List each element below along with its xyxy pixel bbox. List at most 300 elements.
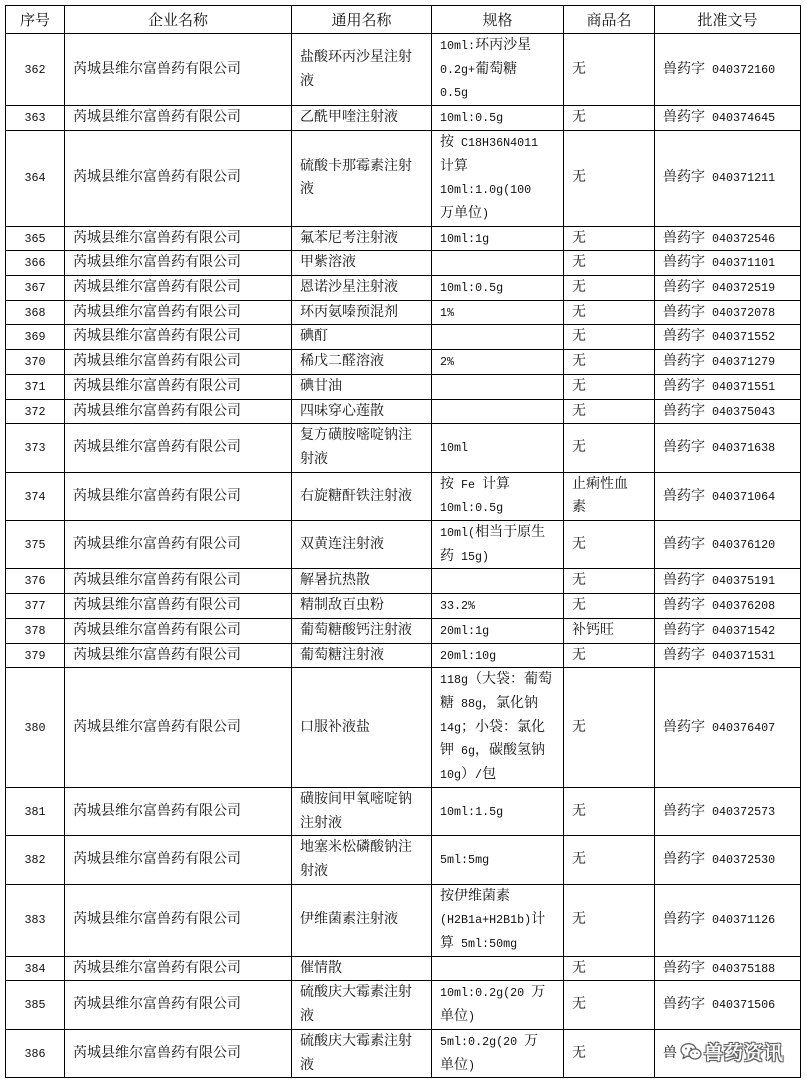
- cell-spec-text: 按 C18H36N4011 计算 10ml:1.0g(100 万单位): [440, 134, 539, 221]
- cell-index-text: 386: [24, 1046, 46, 1061]
- cell-trade-name-text: 无: [572, 280, 586, 296]
- cell-approval-no-text: 兽药字 040371506: [663, 997, 776, 1013]
- table-row: [6, 350, 801, 375]
- table-row: [6, 251, 801, 276]
- cell-spec-text: 10ml(相当于原生 药 15g): [440, 525, 546, 564]
- cell-generic-name-text: 四味穿心莲散: [300, 403, 384, 419]
- cell-spec-text: 10ml:0.5g: [440, 111, 504, 126]
- cell-company: [65, 643, 292, 668]
- cell-trade-name-text: 无: [572, 61, 586, 77]
- cell-approval-no-text: 兽药字 040376208: [663, 598, 776, 614]
- cell-spec-text: 33.2%: [440, 599, 476, 614]
- cell-approval-no-text: 兽药字 040372078: [663, 304, 776, 320]
- cell-company-text: 芮城县维尔富兽药有限公司: [73, 170, 241, 186]
- cell-spec: [432, 399, 564, 424]
- cell-generic-name-text: 硫酸庆大霉素注射 液: [300, 985, 412, 1025]
- cell-company-text: 芮城县维尔富兽药有限公司: [73, 647, 241, 663]
- cell-spec-text: 10ml:0.2g(20 万 单位): [440, 985, 546, 1025]
- cell-company-text: 芮城县维尔富兽药有限公司: [73, 960, 241, 976]
- cell-spec: [432, 569, 564, 594]
- cell-trade-name-text: 无: [572, 803, 586, 819]
- cell-generic-name-text: 乙酰甲喹注射液: [300, 110, 398, 126]
- cell-index: [6, 34, 65, 106]
- cell-approval-no: [655, 618, 801, 643]
- cell-company: [65, 787, 292, 835]
- cell-generic-name: [292, 643, 432, 668]
- cell-company: [65, 668, 292, 788]
- cell-index: [6, 374, 65, 399]
- cell-generic-name: [292, 981, 432, 1029]
- cell-generic-name-text: 地塞米松磷酸钠注 射液: [300, 840, 412, 879]
- cell-approval-no-text: 兽药字 040372160: [663, 61, 776, 77]
- cell-spec: [432, 594, 564, 619]
- cell-approval-no-text: 兽药字 040372573: [663, 803, 776, 819]
- cell-trade-name-text: 无: [572, 647, 586, 663]
- cell-approval-no: [655, 836, 801, 884]
- table-row: [6, 956, 801, 981]
- cell-company-text: 芮城县维尔富兽药有限公司: [73, 852, 241, 868]
- cell-company: [65, 276, 292, 301]
- cell-approval-no: [655, 130, 801, 226]
- cell-index: [6, 300, 65, 325]
- cell-company: [65, 1029, 292, 1077]
- cell-index-text: 384: [24, 961, 46, 976]
- cell-index: [6, 276, 65, 301]
- cell-index: [6, 226, 65, 251]
- table-row: [6, 618, 801, 643]
- cell-index: [6, 130, 65, 226]
- table-row: [6, 569, 801, 594]
- cell-spec-text: 10ml:环丙沙星 0.2g+葡萄糖 0.5g: [440, 38, 532, 101]
- cell-index-text: 377: [24, 599, 46, 614]
- cell-approval-no: [655, 276, 801, 301]
- cell-trade-name: [564, 981, 655, 1029]
- cell-generic-name: [292, 1029, 432, 1077]
- cell-index-text: 367: [24, 281, 46, 296]
- cell-generic-name-text: 硫酸卡那霉素注射 液: [300, 158, 412, 198]
- header-generic-name: 通用名称: [292, 6, 432, 34]
- cell-trade-name: [564, 668, 655, 788]
- cell-spec-text: 5ml:5mg: [440, 853, 490, 868]
- cell-trade-name: [564, 106, 655, 131]
- cell-approval-no-text: 兽药字 040371064: [663, 488, 776, 504]
- cell-generic-name-text: 催情散: [300, 960, 342, 976]
- cell-approval-no: [655, 956, 801, 981]
- cell-generic-name-text: 磺胺间甲氧嘧啶钠 注射液: [300, 791, 412, 831]
- cell-trade-name-text: 补钙旺: [572, 622, 614, 638]
- cell-generic-name-text: 恩诺沙星注射液: [300, 280, 398, 296]
- table-row: [6, 399, 801, 424]
- cell-company-text: 芮城县维尔富兽药有限公司: [73, 997, 241, 1013]
- cell-generic-name: [292, 251, 432, 276]
- cell-spec: [432, 424, 564, 472]
- cell-approval-no: [655, 300, 801, 325]
- cell-trade-name: [564, 472, 655, 520]
- cell-index: [6, 643, 65, 668]
- cell-approval-no: [655, 424, 801, 472]
- cell-index: [6, 668, 65, 788]
- cell-trade-name: [564, 374, 655, 399]
- cell-trade-name: [564, 251, 655, 276]
- cell-index: [6, 350, 65, 375]
- cell-company: [65, 251, 292, 276]
- cell-index-text: 380: [24, 720, 46, 735]
- cell-trade-name-text: 无: [572, 440, 586, 456]
- cell-spec: [432, 325, 564, 350]
- cell-index-text: 364: [24, 171, 46, 186]
- cell-index-text: 374: [24, 489, 46, 504]
- cell-trade-name: [564, 424, 655, 472]
- table-row: [6, 643, 801, 668]
- cell-spec: [432, 668, 564, 788]
- table-row: [6, 981, 801, 1029]
- cell-spec: [432, 836, 564, 884]
- cell-generic-name: [292, 668, 432, 788]
- cell-approval-no-text: 兽药字 040376407: [663, 719, 776, 735]
- cell-generic-name: [292, 618, 432, 643]
- cell-trade-name-text: 无: [572, 230, 586, 246]
- table-row: [6, 521, 801, 569]
- cell-approval-no: [655, 668, 801, 788]
- cell-generic-name: [292, 106, 432, 131]
- cell-trade-name: [564, 956, 655, 981]
- cell-generic-name: [292, 569, 432, 594]
- cell-approval-no: [655, 399, 801, 424]
- cell-index-text: 381: [24, 804, 46, 819]
- cell-index: [6, 325, 65, 350]
- cell-index-text: 371: [24, 379, 46, 394]
- cell-company: [65, 130, 292, 226]
- cell-spec: [432, 787, 564, 835]
- cell-spec-text: 按 Fe 计算 10ml:0.5g: [440, 476, 511, 516]
- cell-spec-text: 2%: [440, 355, 455, 370]
- cell-approval-no-text: 兽药字 040371101: [663, 255, 776, 271]
- table-row: [6, 130, 801, 226]
- cell-company: [65, 350, 292, 375]
- cell-approval-no-text: 兽药字 040376120: [663, 536, 776, 552]
- cell-approval-no: [655, 787, 801, 835]
- cell-generic-name: [292, 787, 432, 835]
- cell-spec: [432, 276, 564, 301]
- cell-spec-text: 10ml:1.5g: [440, 804, 504, 819]
- cell-company: [65, 521, 292, 569]
- cell-spec: [432, 130, 564, 226]
- cell-spec-text: 20ml:1g: [440, 623, 490, 638]
- cell-company: [65, 884, 292, 956]
- cell-approval-no: [655, 226, 801, 251]
- cell-approval-no-text: 兽药字 040371542: [663, 622, 776, 638]
- cell-company-text: 芮城县维尔富兽药有限公司: [73, 110, 241, 126]
- cell-approval-no-text: 兽药字 040375191: [663, 573, 776, 589]
- cell-company-text: 芮城县维尔富兽药有限公司: [73, 440, 241, 456]
- cell-company-text: 芮城县维尔富兽药有限公司: [73, 912, 241, 928]
- cell-index: [6, 884, 65, 956]
- cell-company-text: 芮城县维尔富兽药有限公司: [73, 622, 241, 638]
- table-row: [6, 226, 801, 251]
- cell-spec-text: 10ml:0.5g: [440, 281, 504, 296]
- cell-generic-name-text: 葡萄糖注射液: [300, 647, 384, 663]
- table-row: [6, 787, 801, 835]
- cell-index-text: 369: [24, 330, 46, 345]
- cell-company-text: 芮城县维尔富兽药有限公司: [73, 329, 241, 345]
- cell-spec: [432, 521, 564, 569]
- cell-trade-name-text: 无: [572, 1045, 586, 1061]
- cell-trade-name-text: 无: [572, 329, 586, 345]
- cell-spec-text: 10ml: [440, 441, 469, 456]
- cell-generic-name: [292, 34, 432, 106]
- cell-trade-name: [564, 569, 655, 594]
- cell-trade-name-text: 无: [572, 598, 586, 614]
- cell-generic-name: [292, 836, 432, 884]
- cell-spec-text: 118g（大袋：葡萄 糖 88g，氯化钠 14g；小袋：氯化 钾 6g，碳酸氢钠 10g）/包: [440, 672, 553, 783]
- cell-company-text: 芮城县维尔富兽药有限公司: [73, 280, 241, 296]
- table-row: [6, 668, 801, 788]
- cell-index-text: 385: [24, 998, 46, 1013]
- cell-company-text: 芮城县维尔富兽药有限公司: [73, 1045, 241, 1061]
- cell-spec: [432, 300, 564, 325]
- cell-generic-name-text: 稀戊二醛溶液: [300, 354, 384, 370]
- table-row: [6, 276, 801, 301]
- cell-company: [65, 399, 292, 424]
- cell-company: [65, 956, 292, 981]
- cell-index-text: 376: [24, 574, 46, 589]
- cell-spec: [432, 251, 564, 276]
- cell-generic-name-text: 甲紫溶液: [300, 255, 356, 271]
- cell-generic-name-text: 解暑抗热散: [300, 573, 370, 589]
- cell-spec-text: 1%: [440, 305, 455, 320]
- cell-spec-text: 10ml:1g: [440, 231, 490, 246]
- cell-index: [6, 618, 65, 643]
- cell-generic-name: [292, 300, 432, 325]
- cell-index: [6, 594, 65, 619]
- cell-index: [6, 981, 65, 1029]
- cell-company: [65, 424, 292, 472]
- cell-trade-name: [564, 521, 655, 569]
- cell-approval-no-text: 兽药字 040371126: [663, 912, 776, 928]
- cell-index: [6, 251, 65, 276]
- cell-approval-no-text: 兽药字 040375188: [663, 960, 776, 976]
- table-row: [6, 34, 801, 106]
- cell-company: [65, 300, 292, 325]
- cell-approval-no: [655, 643, 801, 668]
- table-row: [6, 374, 801, 399]
- cell-generic-name-text: 葡萄糖酸钙注射液: [300, 622, 412, 638]
- cell-generic-name: [292, 424, 432, 472]
- cell-generic-name-text: 碘酊: [300, 329, 328, 345]
- cell-generic-name: [292, 521, 432, 569]
- cell-trade-name: [564, 300, 655, 325]
- cell-company: [65, 374, 292, 399]
- cell-company-text: 芮城县维尔富兽药有限公司: [73, 488, 241, 504]
- cell-trade-name-text: 无: [572, 170, 586, 186]
- cell-index-text: 363: [24, 111, 46, 126]
- cell-approval-no: [655, 981, 801, 1029]
- cell-trade-name-text: 无: [572, 719, 586, 735]
- cell-trade-name-text: 无: [572, 255, 586, 271]
- cell-approval-no: [655, 106, 801, 131]
- cell-approval-no: [655, 350, 801, 375]
- cell-company-text: 芮城县维尔富兽药有限公司: [73, 403, 241, 419]
- cell-index-text: 375: [24, 537, 46, 552]
- cell-approval-no: [655, 594, 801, 619]
- header-index: 序号: [6, 6, 65, 34]
- cell-approval-no: [655, 521, 801, 569]
- cell-company-text: 芮城县维尔富兽药有限公司: [73, 598, 241, 614]
- cell-index-text: 372: [24, 404, 46, 419]
- cell-spec: [432, 472, 564, 520]
- cell-company-text: 芮城县维尔富兽药有限公司: [73, 378, 241, 394]
- cell-generic-name: [292, 350, 432, 375]
- table-row: [6, 884, 801, 956]
- cell-spec: [432, 350, 564, 375]
- cell-generic-name-text: 碘甘油: [300, 378, 342, 394]
- cell-generic-name-text: 双黄连注射液: [300, 536, 384, 552]
- cell-generic-name: [292, 130, 432, 226]
- cell-generic-name-text: 口服补液盐: [300, 719, 370, 735]
- cell-trade-name-text: 无: [572, 573, 586, 589]
- cell-trade-name: [564, 787, 655, 835]
- cell-trade-name: [564, 643, 655, 668]
- cell-trade-name-text: 无: [572, 304, 586, 320]
- document-sheet: [5, 5, 800, 1078]
- table-row: [6, 594, 801, 619]
- cell-approval-no: [655, 569, 801, 594]
- cell-index-text: 365: [24, 231, 46, 246]
- cell-company: [65, 618, 292, 643]
- cell-trade-name: [564, 836, 655, 884]
- cell-trade-name: [564, 884, 655, 956]
- table-header: [6, 6, 801, 34]
- cell-approval-no: [655, 34, 801, 106]
- cell-index: [6, 399, 65, 424]
- cell-spec: [432, 106, 564, 131]
- cell-index: [6, 787, 65, 835]
- cell-approval-no-text: 兽药字 040371551: [663, 378, 776, 394]
- cell-spec: [432, 374, 564, 399]
- table-row: [6, 300, 801, 325]
- cell-index-text: 370: [24, 355, 46, 370]
- cell-company: [65, 226, 292, 251]
- cell-generic-name-text: 氟苯尼考注射液: [300, 230, 398, 246]
- header-trade-name: 商品名: [564, 6, 655, 34]
- cell-approval-no-text: 兽药字 040371279: [663, 354, 776, 370]
- cell-approval-no: [655, 251, 801, 276]
- cell-trade-name: [564, 130, 655, 226]
- table-row: [6, 836, 801, 884]
- cell-approval-no-text: 兽: [663, 1045, 677, 1061]
- cell-generic-name: [292, 594, 432, 619]
- cell-index: [6, 106, 65, 131]
- cell-trade-name: [564, 1029, 655, 1077]
- cell-trade-name-text: 无: [572, 536, 586, 552]
- cell-approval-no-text: 兽药字 040372546: [663, 230, 776, 246]
- cell-approval-no: [655, 325, 801, 350]
- cell-generic-name-text: 硫酸庆大霉素注射 液: [300, 1033, 412, 1073]
- cell-index-text: 379: [24, 648, 46, 663]
- cell-index-text: 362: [24, 62, 46, 77]
- cell-company-text: 芮城县维尔富兽药有限公司: [73, 61, 241, 77]
- cell-approval-no: [655, 472, 801, 520]
- cell-spec-text: 20ml:10g: [440, 648, 497, 663]
- header-approval-no: 批准文号: [655, 6, 801, 34]
- cell-trade-name-text: 止痢性血 素: [572, 476, 628, 516]
- watermark-text: 兽药资讯: [703, 1043, 784, 1065]
- cell-index-text: 366: [24, 256, 46, 271]
- watermark: [680, 1038, 784, 1065]
- cell-company: [65, 836, 292, 884]
- cell-company: [65, 106, 292, 131]
- cell-approval-no-text: 兽药字 040372519: [663, 280, 776, 296]
- cell-trade-name-text: 无: [572, 403, 586, 419]
- cell-trade-name-text: 无: [572, 378, 586, 394]
- cell-spec-text: 按伊维菌素 (H2B1a+H2B1b)计 算 5ml:50mg: [440, 888, 546, 952]
- cell-spec: [432, 956, 564, 981]
- cell-spec: [432, 34, 564, 106]
- cell-approval-no-text: 兽药字 040371531: [663, 647, 776, 663]
- cell-company: [65, 594, 292, 619]
- drug-approval-table: [5, 5, 801, 1078]
- cell-trade-name-text: 无: [572, 354, 586, 370]
- cell-index-text: 373: [24, 441, 46, 456]
- cell-trade-name-text: 无: [572, 110, 586, 126]
- cell-trade-name: [564, 399, 655, 424]
- cell-company-text: 芮城县维尔富兽药有限公司: [73, 255, 241, 271]
- cell-trade-name: [564, 276, 655, 301]
- cell-company-text: 芮城县维尔富兽药有限公司: [73, 354, 241, 370]
- cell-approval-no-text: 兽药字 040374645: [663, 110, 776, 126]
- cell-generic-name-text: 复方磺胺嘧啶钠注 射液: [300, 428, 412, 467]
- cell-generic-name-text: 伊维菌素注射液: [300, 912, 398, 928]
- cell-generic-name-text: 右旋糖酐铁注射液: [300, 488, 412, 504]
- cell-approval-no: [655, 374, 801, 399]
- cell-company-text: 芮城县维尔富兽药有限公司: [73, 304, 241, 320]
- cell-trade-name: [564, 618, 655, 643]
- cell-generic-name: [292, 956, 432, 981]
- table-row: [6, 106, 801, 131]
- cell-company-text: 芮城县维尔富兽药有限公司: [73, 803, 241, 819]
- cell-spec: [432, 618, 564, 643]
- cell-spec: [432, 1029, 564, 1077]
- cell-trade-name-text: 无: [572, 852, 586, 868]
- cell-approval-no-text: 兽药字 040371638: [663, 440, 776, 456]
- cell-index: [6, 1029, 65, 1077]
- cell-company: [65, 981, 292, 1029]
- cell-company-text: 芮城县维尔富兽药有限公司: [73, 230, 241, 246]
- cell-approval-no-text: 兽药字 040375043: [663, 403, 776, 419]
- cell-approval-no-text: 兽药字 040372530: [663, 852, 776, 868]
- cell-generic-name-text: 精制敌百虫粉: [300, 598, 384, 614]
- cell-company: [65, 569, 292, 594]
- cell-approval-no-text: 兽药字 040371552: [663, 329, 776, 345]
- cell-generic-name-text: 环丙氨嗪预混剂: [300, 304, 398, 320]
- cell-generic-name: [292, 884, 432, 956]
- cell-index-text: 382: [24, 853, 46, 868]
- cell-spec: [432, 226, 564, 251]
- table-row: [6, 325, 801, 350]
- cell-generic-name: [292, 226, 432, 251]
- cell-generic-name: [292, 276, 432, 301]
- cell-index-text: 368: [24, 305, 46, 320]
- cell-trade-name: [564, 226, 655, 251]
- cell-spec: [432, 884, 564, 956]
- table-body: [6, 34, 801, 1078]
- cell-spec-text: 5ml:0.2g(20 万 单位): [440, 1033, 539, 1073]
- cell-company: [65, 472, 292, 520]
- cell-generic-name: [292, 472, 432, 520]
- table-row: [6, 472, 801, 520]
- cell-trade-name-text: 无: [572, 997, 586, 1013]
- cell-trade-name: [564, 350, 655, 375]
